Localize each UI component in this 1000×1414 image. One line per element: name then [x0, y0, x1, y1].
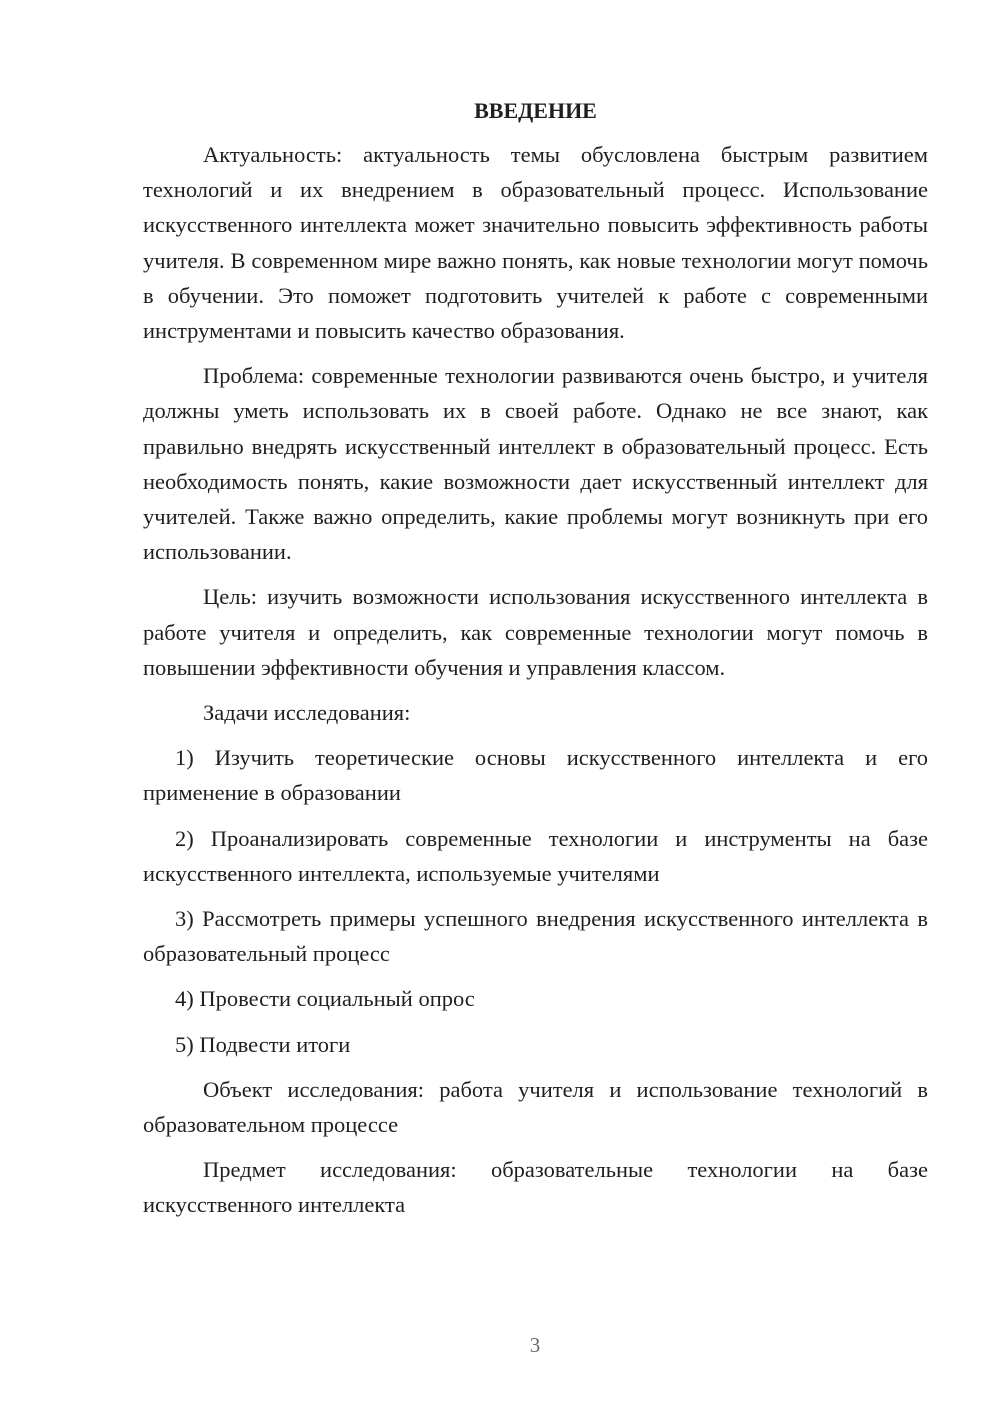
task-item-1: 1) Изучить теоретические основы искусственного интеллекта и его применение в образовании: [143, 745, 928, 806]
section-title: ВВЕДЕНИЕ: [474, 98, 597, 123]
paragraph-tasks-heading: Задачи исследования:: [203, 700, 411, 726]
task-item-2: 2) Проанализировать современные технологии и инструменты на базе искусственного интеллекта, используемые учителями: [143, 825, 928, 886]
paragraph-relevance: Актуальность: актуальность темы обусловлена быстрым развитием технологий и их внедрением в образовательный процесс. Использование искусственного интеллекта может значительно повысить эффективность работы учителя. В современном мире важно понять, как новые технологии могут помочь в обучении. Это поможет подготовить учителей к работе с современными инструментами и повысить качество образования.: [143, 142, 928, 344]
task-item-5: 5) Подвести итоги: [175, 1031, 351, 1057]
paragraph-goal: Цель: изучить возможности использования искусственного интеллекта в работе учителя и определить, как современные технологии могут помочь в повышении эффективности обучения и управления классом.: [143, 584, 928, 680]
task-item-4: 4) Провести социальный опрос: [175, 986, 475, 1012]
paragraph-subject: Предмет исследования: образовательные технологии на базе искусственного интеллекта: [143, 1157, 928, 1218]
paragraph-problem: Проблема: современные технологии развиваются очень быстро, и учителя должны уметь использовать их в своей работе. Однако не все знают, как правильно внедрять искусственный интеллект в образовательный процесс. Есть необходимость понять, какие возможности дает искусственный интеллект для учителей. Также важно определить, какие проблемы могут возникнуть при его использовании.: [143, 363, 928, 565]
document-body: [143, 93, 928, 1223]
paragraph-object: Объект исследования: работа учителя и использование технологий в образовательном процессе: [143, 1076, 928, 1138]
task-item-3: 3) Рассмотреть примеры успешного внедрения искусственного интеллекта в образовательный процесс: [143, 906, 928, 967]
page-number: 3: [529, 1333, 541, 1357]
